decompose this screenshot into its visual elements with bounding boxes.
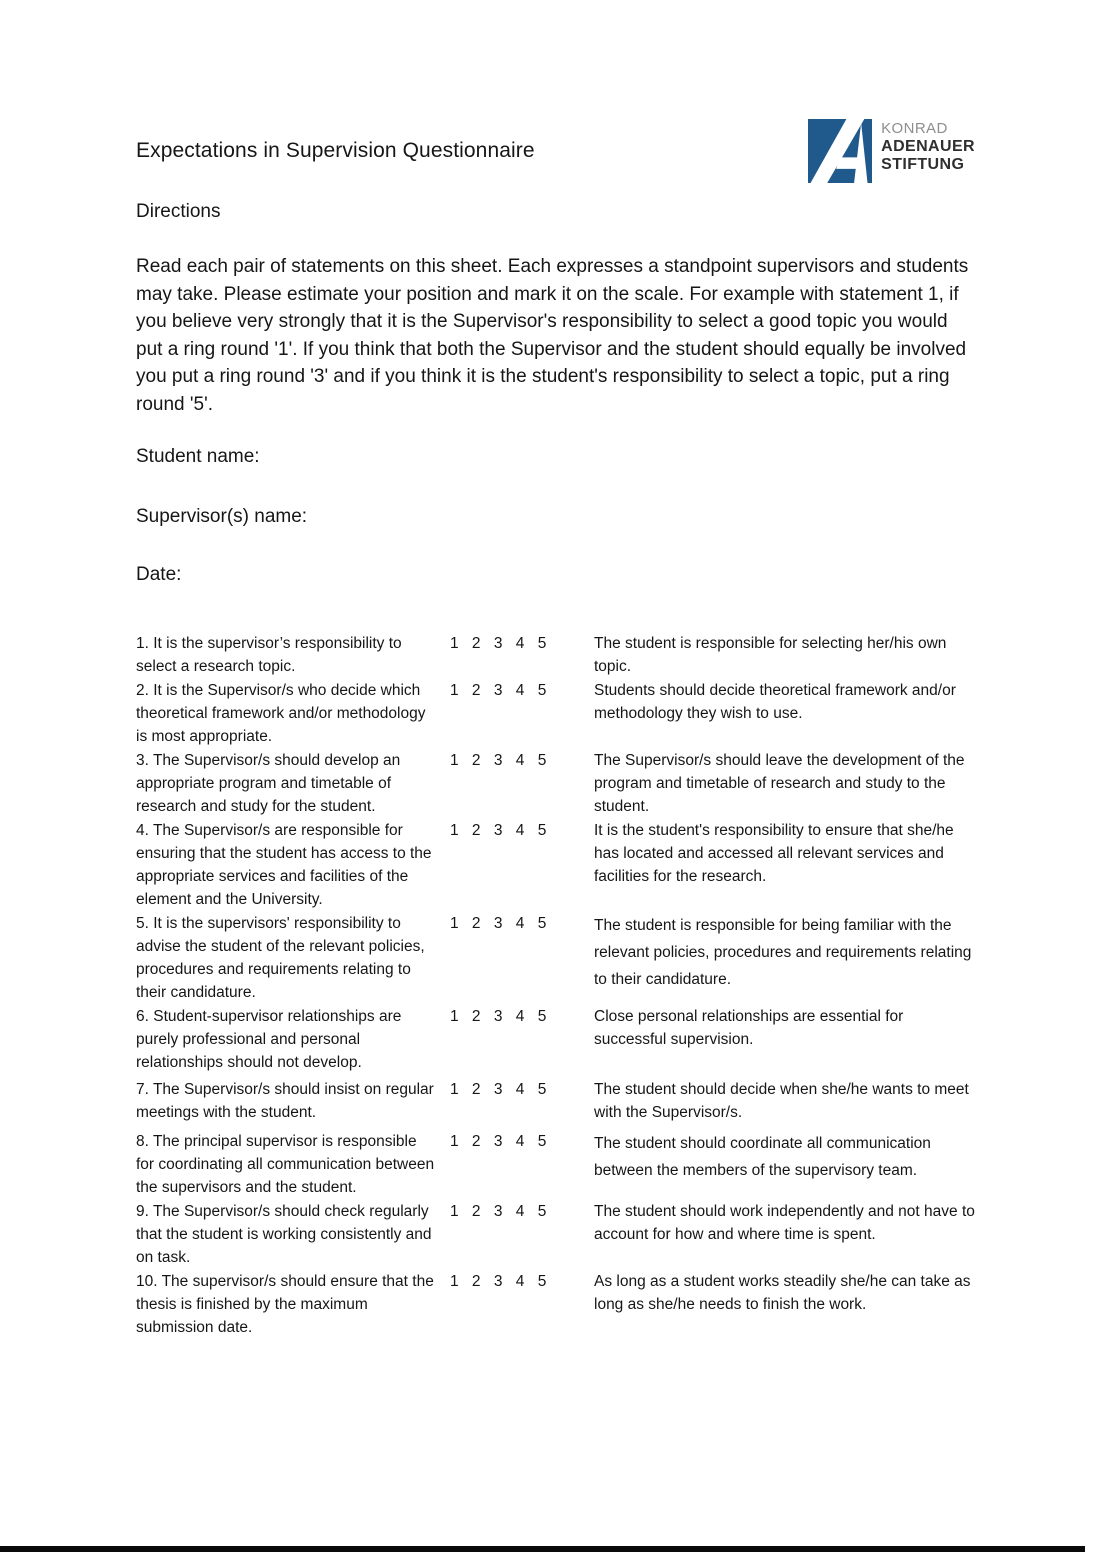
logo-line-stiftung: STIFTUNG	[881, 156, 965, 173]
statement-right: The student is responsible for selecting her/his own topic.	[594, 635, 947, 675]
statement-left: 10. The supervisor/s should ensure that the thesis is finished by the maximum submission date.	[136, 1273, 434, 1336]
kas-logo-wordmark	[881, 120, 975, 174]
statement-right: Students should decide theoretical framework and/or methodology they wish to use.	[594, 682, 956, 722]
statement-right: Close personal relationships are essential for successful supervision.	[594, 1008, 904, 1048]
directions-heading: Directions	[136, 201, 221, 222]
table-row	[136, 912, 975, 1004]
table-row	[136, 679, 975, 748]
document-header	[136, 0, 975, 185]
field-label-student-name: Student name:	[136, 446, 260, 467]
statement-right: The student is responsible for being familiar with the relevant policies, procedures and requirements relating to their candidature.	[594, 917, 972, 988]
rating-scale: 1 2 3 4 5	[450, 752, 547, 769]
statement-left: 2. It is the Supervisor/s who decide which theoretical framework and/or methodology is most appropriate.	[136, 682, 426, 745]
statement-left: 3. The Supervisor/s should develop an appropriate program and timetable of research and study for the student.	[136, 752, 401, 815]
statement-right: The student should coordinate all communication between the members of the supervisory team.	[594, 1135, 931, 1179]
kas-logo-mark-icon	[808, 117, 872, 185]
questionnaire-table	[136, 632, 975, 1339]
statement-left: 7. The Supervisor/s should insist on regular meetings with the student.	[136, 1081, 434, 1121]
scan-edge-bar	[0, 1546, 1085, 1552]
table-row	[136, 1130, 975, 1199]
table-row	[136, 1200, 975, 1269]
rating-scale: 1 2 3 4 5	[450, 1203, 547, 1220]
table-row	[136, 749, 975, 818]
field-label-supervisor-name: Supervisor(s) name:	[136, 506, 308, 527]
rating-scale: 1 2 3 4 5	[450, 915, 547, 932]
table-row	[136, 1078, 975, 1124]
statement-left: 4. The Supervisor/s are responsible for ensuring that the student has access to the appropriate services and facilities of the element and the University.	[136, 822, 432, 908]
page-title: Expectations in Supervision Questionnaire	[136, 139, 535, 162]
statement-left: 5. It is the supervisors' responsibility to advise the student of the relevant policies, procedures and requirements relating to their candidature.	[136, 915, 425, 1001]
statement-left: 8. The principal supervisor is responsible for coordinating all communication between the supervisors and the student.	[136, 1133, 435, 1196]
statement-right: It is the student's responsibility to ensure that she/he has located and accessed all relevant services and facilities for the research.	[594, 822, 954, 885]
logo-line-konrad: KONRAD	[881, 120, 948, 137]
table-row	[136, 1005, 975, 1074]
rating-scale: 1 2 3 4 5	[450, 635, 547, 652]
statement-left: 9. The Supervisor/s should check regularly that the student is working consistently and on task.	[136, 1203, 432, 1266]
statement-left: 6. Student-supervisor relationships are purely professional and personal relationships should not develop.	[136, 1008, 402, 1071]
logo-line-adenauer: ADENAUER	[881, 138, 975, 155]
statement-right: The student should work independently and not have to account for how and where time is spent.	[594, 1203, 975, 1243]
statement-right: The student should decide when she/he wants to meet with the Supervisor/s.	[594, 1081, 969, 1121]
rating-scale: 1 2 3 4 5	[450, 682, 547, 699]
table-row	[136, 1270, 975, 1339]
rating-scale: 1 2 3 4 5	[450, 822, 547, 839]
field-label-date: Date:	[136, 564, 182, 585]
statement-right: As long as a student works steadily she/he can take as long as she/he needs to finish the work.	[594, 1273, 971, 1313]
table-row	[136, 819, 975, 911]
table-row	[136, 632, 975, 678]
statement-right: The Supervisor/s should leave the development of the program and timetable of research and study to the student.	[594, 752, 965, 815]
rating-scale: 1 2 3 4 5	[450, 1081, 547, 1098]
rating-scale: 1 2 3 4 5	[450, 1008, 547, 1025]
directions-text: Read each pair of statements on this sheet. Each expresses a standpoint supervisors and students may take. Please estimate your position and mark it on the scale. For example with statement 1, if you believe very strongly that it is the Supervisor's responsibility to select a good topic you would put a ring round '1'. If you think that both the Supervisor and the student should equally be involved you put a ring round '3' and if you think it is the student's responsibility to select a topic, put a ring round '5'.	[136, 256, 969, 415]
rating-scale: 1 2 3 4 5	[450, 1133, 547, 1150]
rating-scale: 1 2 3 4 5	[450, 1273, 547, 1290]
statement-left: 1. It is the supervisor’s responsibility to select a research topic.	[136, 635, 402, 675]
kas-logo	[808, 117, 975, 185]
